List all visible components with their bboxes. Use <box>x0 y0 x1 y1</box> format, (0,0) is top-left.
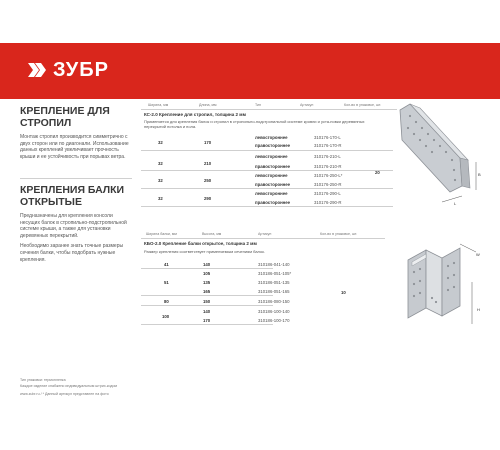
beam-hanger-dimensions <box>460 244 476 324</box>
section-paragraph: Необходимо заранее знать точные размеры сечения балки, чтобы подобрать нужные крепления. <box>20 243 124 263</box>
table1-cell-article: 310176-290-R <box>314 200 342 205</box>
table1-row-rule <box>141 206 393 207</box>
table1-cell-article: 310176-250-R <box>314 182 342 187</box>
table2-cell-article: 310186-041-140 <box>258 262 290 267</box>
table1-cell-type: правостороннее <box>255 200 291 205</box>
table1-cell-type: левостороннее <box>255 154 288 159</box>
table2-row-rule <box>141 268 273 269</box>
table1-cell-width: 32 <box>158 140 163 145</box>
packaging-info: Тип упаковки: термопленка <box>20 378 66 382</box>
dimension-label-b: B <box>478 172 481 177</box>
table2-header-height: Высота, мм <box>202 232 222 236</box>
table1-cell-length: 250 <box>204 178 212 183</box>
table1-cell-article: 310176-170-R <box>314 143 342 148</box>
table2-header-beam-width: Ширина балки, мм <box>146 232 177 236</box>
table1-cell-width: 32 <box>158 196 163 201</box>
table1-header-rule <box>141 109 397 110</box>
brand-logo-icon <box>26 60 49 80</box>
table1-cell-type: правостороннее <box>255 143 291 148</box>
section-paragraph: Предназначены для крепления консоли несущих балок в стропильно-подстропильной системе крыши, а также для установки деревянных перекрытий. <box>20 213 127 239</box>
footer-links <box>20 392 109 396</box>
table2-cell-height: 170 <box>203 318 211 323</box>
table2-product-title: КБО-2.0 Крепление балки открытое, толщина 2 мм <box>144 241 257 246</box>
table1-note: Применяется для крепления балок и стропил в стропильно-подстропильной системе кровли и уста-новки деревянных перекрытий потолка и пола. <box>144 119 365 129</box>
rafter-bracket-shape <box>400 104 470 192</box>
section-description <box>20 134 132 160</box>
table1-header-length: Длина, мм <box>199 103 217 107</box>
table1-cell-article: 310176-170-L <box>314 135 341 140</box>
table1-cell-article: 310176-290-L <box>314 191 341 196</box>
table2-note: Размер крепления соответствует применяемым сечениям балок. <box>144 249 266 254</box>
dimension-label-w: W <box>476 252 480 257</box>
table1-cell-width: 32 <box>158 178 163 183</box>
section-title: КРЕПЛЕНИЯ БАЛКИ ОТКРЫТЫЕ <box>20 184 125 208</box>
brand-name: ЗУБР <box>53 59 109 81</box>
table1-cell-type: левостороннее <box>255 191 288 196</box>
table2-row-rule <box>141 305 273 306</box>
table1-row-rule <box>141 150 393 151</box>
section-rafter-fastening <box>20 105 132 164</box>
dimension-label-l: L <box>454 201 457 206</box>
dimension-label-h: H <box>477 307 480 312</box>
table2-row-rule <box>141 295 273 296</box>
section-open-beam-fastening <box>20 184 132 267</box>
table1-cell-length: 210 <box>204 161 212 166</box>
table1-cell-type: левостороннее <box>255 173 288 178</box>
table2-header-article: Артикул <box>258 232 272 236</box>
table1-cell-article: 310176-210-R <box>314 164 342 169</box>
table1-header-type: Тип <box>255 103 261 107</box>
table2-cell-beam-width: 100 <box>162 314 170 319</box>
table1-cell-qty: 20 <box>375 170 380 175</box>
section-paragraph: Монтаж стропил производится симметрично с двух сторон или по диагонали. Использование данных креплений увеличивает прочность крыши и ее устойчивость при порывах ветра. <box>20 134 129 160</box>
table2-cell-article: 310186-051-165 <box>258 289 290 294</box>
footer-separator: / <box>40 392 43 396</box>
table1-cell-type: правостороннее <box>255 164 291 169</box>
table1-cell-type: левостороннее <box>255 135 288 140</box>
section-divider <box>20 178 132 179</box>
table1-cell-length: 290 <box>204 196 212 201</box>
site-link[interactable]: www.zubr.ru <box>20 392 40 396</box>
table2-cell-beam-width: 80 <box>164 299 169 304</box>
table2-cell-article: 310186-100-140 <box>258 309 290 314</box>
table2-cell-qty: 10 <box>341 290 346 295</box>
table1-header-article: Артикул <box>300 103 314 107</box>
table1-row-rule <box>141 170 393 171</box>
table2-cell-article: 310186-100-170 <box>258 318 290 323</box>
table1-cell-width: 32 <box>158 161 163 166</box>
table2-cell-height: 140 <box>203 309 211 314</box>
table2-row-rule <box>141 324 273 325</box>
brand-logo <box>26 60 109 80</box>
section-title: КРЕПЛЕНИЕ ДЛЯ СТРОПИЛ <box>20 105 110 129</box>
table2-cell-height: 105 <box>203 271 211 276</box>
photo-disclaimer: * Данный артикул представлен на фото <box>42 392 109 396</box>
barcode-info: Каждое изделие снабжено индивидуальным штрих-кодом <box>20 384 117 388</box>
table2-cell-height: 140 <box>203 262 211 267</box>
table1-cell-type: правостороннее <box>255 182 291 187</box>
table2-cell-beam-width: 51 <box>164 280 169 285</box>
table2-cell-height: 135 <box>203 280 211 285</box>
table1-cell-article: 310176-210-L <box>314 154 341 159</box>
beam-hanger-shape <box>408 248 460 318</box>
table2-cell-height: 150 <box>203 299 211 304</box>
table2-cell-height: 165 <box>203 289 211 294</box>
table1-cell-length: 170 <box>204 140 212 145</box>
section-description <box>20 213 132 263</box>
table2-header-qty: Кол-во в упаковке, шт. <box>320 232 358 236</box>
rafter-bracket-drawing <box>392 100 482 210</box>
table2-cell-article: 310186-080-150 <box>258 299 290 304</box>
table2-header-rule <box>141 238 385 239</box>
table2-cell-article: 310186-051-135 <box>258 280 290 285</box>
table2-cell-article: 310186-051-105* <box>258 271 292 276</box>
table1-header-width: Ширина, мм <box>148 103 169 107</box>
table1-product-title: КС-2.0 Крепление для стропил, толщина 2 мм <box>144 112 246 117</box>
brand-header <box>0 43 500 99</box>
table1-row-rule <box>141 188 393 189</box>
table1-header-qty: Кол-во в упаковке, шт. <box>344 103 382 107</box>
table2-cell-beam-width: 41 <box>164 262 169 267</box>
table1-cell-article: 310176-250-L* <box>314 173 343 178</box>
